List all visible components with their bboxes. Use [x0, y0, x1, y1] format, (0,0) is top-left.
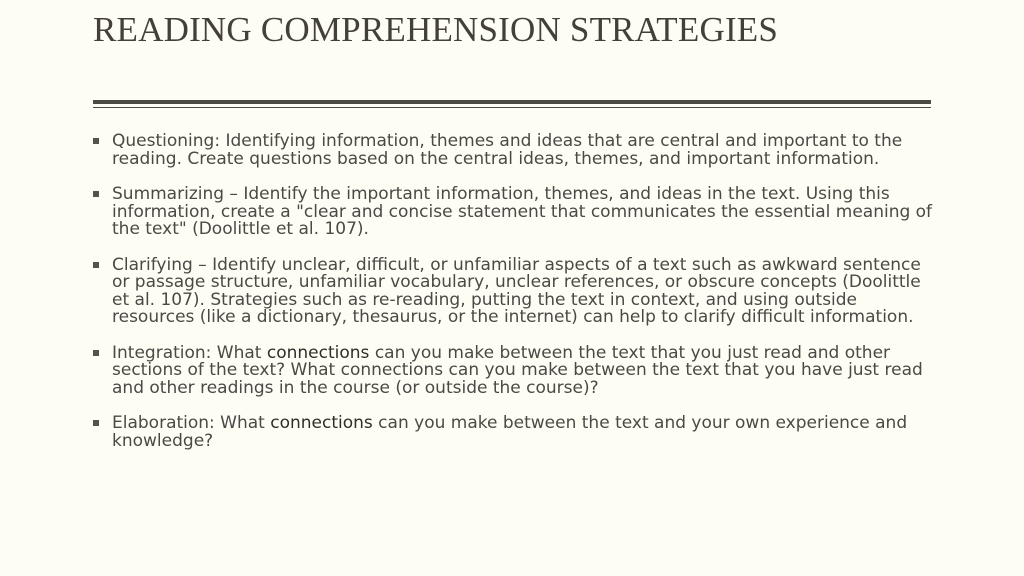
bullet-list	[93, 133, 933, 468]
bullet-text: Summarizing – Identify the important information, themes, and ideas in the text. Using this information, create a "clear and concise statement that communicates the essential meaning of the text" (Doolittle et al. 107).	[112, 184, 933, 239]
bullet-text: Questioning: Identifying information, themes and ideas that are central and important to the reading. Create questions based on the central ideas, themes, and important information.	[112, 131, 903, 169]
bullet-clarifying	[93, 254, 933, 327]
title-divider-thin	[93, 107, 931, 108]
square-bullet-icon	[93, 350, 99, 356]
title-divider-thick	[93, 100, 931, 104]
bullet-emphasis: connections	[266, 342, 370, 363]
bullet-emphasis: connections	[270, 413, 373, 433]
bullet-summarizing	[93, 186, 933, 239]
bullet-elaboration	[93, 415, 933, 450]
bullet-text: Clarifying – Identify unclear, difficult, or unfamiliar aspects of a text such as awkward sentence or passage structure, unfamiliar vocabulary, unclear references, or obscure concepts (Doolittle et al. 107). Strategies such as re-reading, putting the text in context, and using outside resources (like a dictionary, thesaurus, or the internet) can help to clarify difficult information.	[112, 254, 921, 327]
square-bullet-icon	[93, 191, 99, 197]
bullet-questioning	[93, 133, 933, 168]
bullet-text-before: Integration: What	[112, 342, 267, 363]
slide-title: READING COMPREHENSION STRATEGIES	[93, 10, 779, 49]
bullet-text-after: can you make between the text and your own experience and knowledge?	[112, 413, 908, 451]
square-bullet-icon	[93, 420, 99, 426]
square-bullet-icon	[93, 262, 99, 268]
bullet-text-before: Elaboration: What	[112, 413, 271, 433]
bullet-text-after: can you make between the text that you just read and other sections of the text? What connections can you make between the text that you have just read and other readings in the course (or outside the course)?	[112, 342, 923, 398]
square-bullet-icon	[93, 138, 99, 144]
bullet-integration	[93, 342, 933, 398]
